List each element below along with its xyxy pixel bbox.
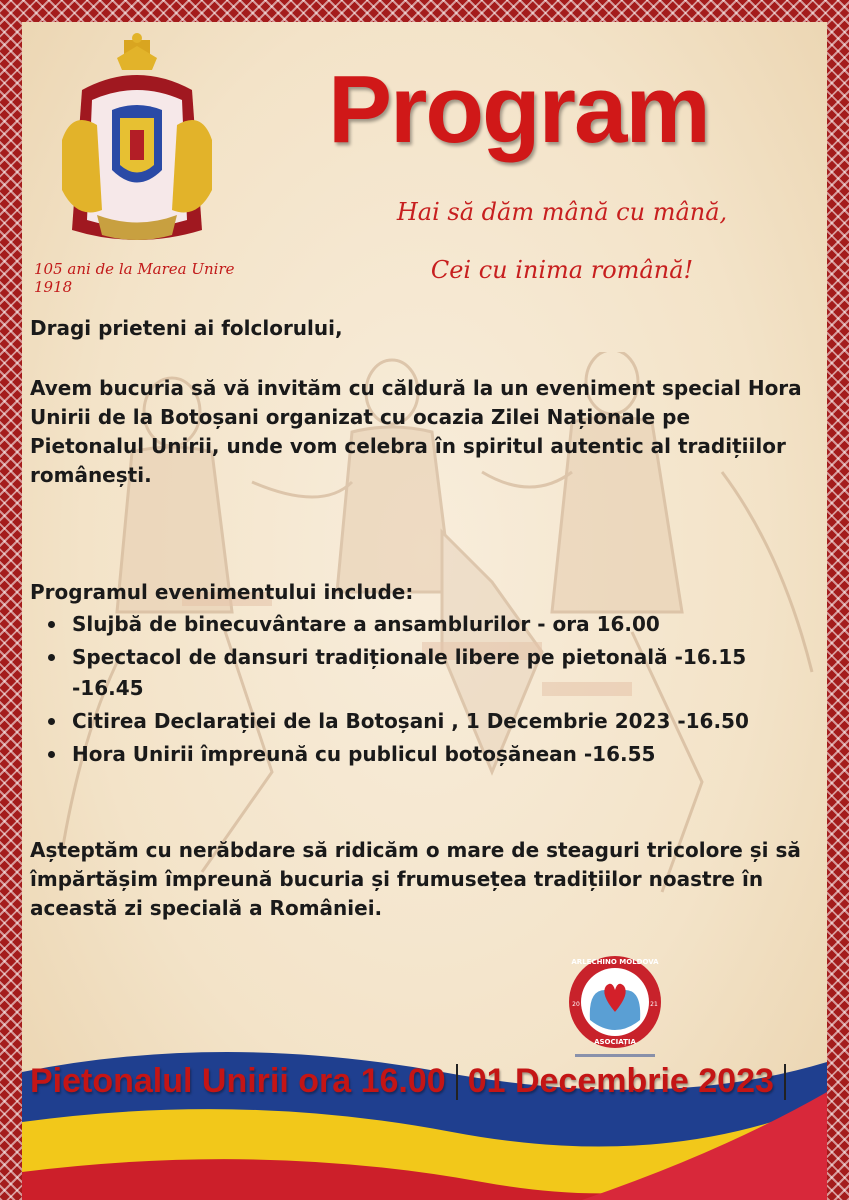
footer-separator <box>456 1064 458 1100</box>
program-item: Hora Unirii împreună cu publicul botoșănean -16.55 <box>30 739 820 770</box>
footer-location: Pietonalul Unirii ora 16.00 <box>30 1062 446 1100</box>
tricolor-waves <box>22 1032 827 1200</box>
poster-paper <box>22 22 827 1200</box>
invitation-paragraph: Avem bucuria să vă invităm cu căldură la un eveniment special Hora Unirii de la Botoșani organizat cu ocazia Zilei Naționale pe Pietonalul Unirii, unde vom celebra în spiritul autentic al tradițiilor românești. <box>30 376 802 487</box>
slogan-line-2: Cei cu inima română! <box>430 256 694 284</box>
closing-paragraph: Așteptăm cu nerăbdare să ridicăm o mare de steaguri tricolore și să împărtășim împreună bucuria și frumusețea tradițiilor noastre în această zi specială a României. <box>30 838 801 920</box>
slogan-line-1: Hai să dăm mână cu mână, <box>396 198 728 226</box>
association-year-right: 21 <box>650 1001 658 1008</box>
association-subtitle: ASOCIAȚIA <box>594 1038 636 1046</box>
program-item: Spectacol de dansuri tradiționale libere pe pietonală -16.15 -16.45 <box>30 642 820 704</box>
page-title: Program <box>328 56 709 163</box>
program-list <box>30 609 820 772</box>
footer-bar <box>30 1062 827 1101</box>
greeting: Dragi prieteni ai folclorului, <box>30 316 343 340</box>
association-name: ARLECHINO MOLDOVA <box>571 958 659 966</box>
association-year-left: 20 <box>572 1001 580 1008</box>
program-title: Programul evenimentului include: <box>30 580 414 604</box>
footer-date: 01 Decembrie 2023 <box>467 1062 774 1100</box>
anniversary-caption: 105 ani de la Marea Unire 1918 <box>34 260 235 296</box>
program-item: Slujbă de binecuvântare a ansamblurilor - ora 16.00 <box>30 609 820 640</box>
program-item: Citirea Declarației de la Botoșani , 1 Decembrie 2023 -16.50 <box>30 706 820 737</box>
footer-separator <box>784 1064 786 1100</box>
romanian-royal-coat-of-arms-icon <box>42 30 232 260</box>
